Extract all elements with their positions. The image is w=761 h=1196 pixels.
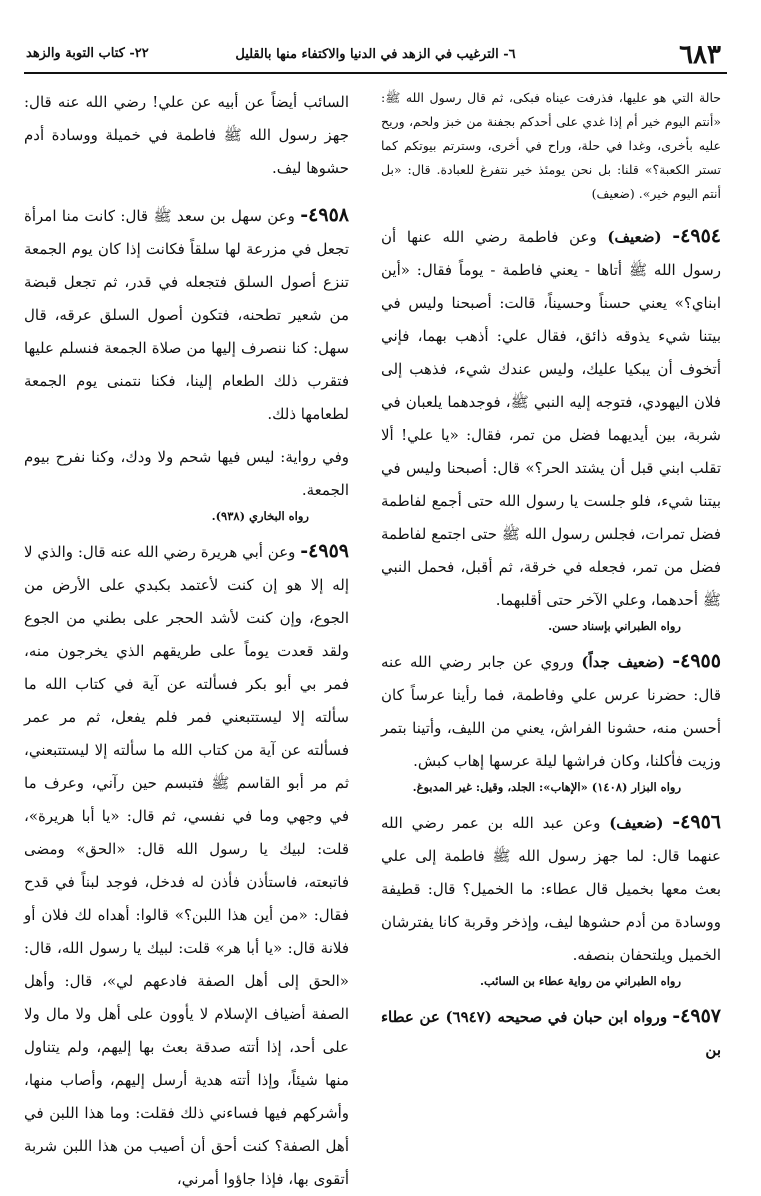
hadith-number: ٤٩٥٩- [300, 540, 349, 562]
hadith-grade: (ضعيف) [607, 228, 662, 246]
page-header [24, 38, 727, 74]
hadith-4954 [381, 220, 721, 635]
running-title: ٦- الترغيب في الزهد في الدنيا والاكتفاء منها بالقليل [235, 47, 516, 62]
carryover-paragraph: حالة التي هو عليها، فذرفت عيناه فبكى، ثم قال رسول الله ﷺ: «أنتم اليوم خير أم إذا غدي على أحدكم بجفنة من خبز ولحم، وريح عليه بأخرى، وغدا في حلة، وراح في أخرى، وسترتم بيوتكم كما تستر الكعبة؟» قلنا: بل نحن يومئذ خير نتفرغ للعبادة. قال: «بل أنتم اليوم خير». (ضعيف) [381, 90, 721, 201]
carryover-paragraph: السائب أيضاً عن أبيه عن علي! رضي الله عنه قال: جهز رسول الله ﷺ فاطمة في خميلة ووسادة أدم حشوها ليف. [24, 93, 349, 177]
hadith-number: ٤٩٥٤- [672, 225, 721, 247]
hadith-text: وعن أبي هريرة رضي الله عنه قال: والذي لا إله إلا هو إن كنت لأعتمد بكبدي على الأرض من الجوع، وإن كنت لأشد الحجر على بطني من الجوع ولقد قعدت يوماً على طريقهم الذي يخرجون منه، فمر بي أبو بكر فسألته عن آية في كتاب الله ما سألته إلا ليستتبعني فمر فلم يفعل، ثم مر عمر فسألته عن آية من كتاب الله ما سألته إلا ليستتبعني، ثم مر أبو القاسم ﷺ فتبسم حين رآني، وعرف ما في وجهي وما في نفسي، ثم قال: «يا أبا هريرة»، قلت: لبيك يا رسول الله قال: «الحق» ومضى فاتبعته، فاستأذن فأذن له فدخل، فوجد لبناً في قدح فقال: «من أين هذا اللبن؟» قالوا: أهداه لك فلان أو فلانة قال: «يا أبا هر» قلت: لبيك يا رسول الله، قال: «الحق إلى أهل الصفة فادعهم لي»، قال: وأهل الصفة أضياف الإسلام لا يأوون على أهل ولا مال ولا على أحد، إذا أتته صدقة بعث بها إليهم، ولم يتناول منها شيئاً، وإذا أتته هدية أرسل إليهم، وأصاب منها، وأشركهم فيها فساءني ذلك فقلت: وما هذا اللبن في أهل الصفة؟ كنت أحق أن أصيب من هذا اللبن شربة أتقوى بها، فإذا جاؤوا أمرني، [24, 543, 349, 1188]
hadith-number: ٤٩٥٦- [672, 811, 721, 833]
hadith-grade: (ضعيف) [609, 814, 664, 832]
hadith-4958 [24, 199, 349, 525]
hadith-number: ٤٩٥٥- [672, 650, 721, 672]
hadith-text: وعن فاطمة رضي الله عنها أن رسول الله ﷺ أتاها - يعني فاطمة - يوماً فقال: «أين ابناي؟» يعني حسناً وحسيناً، قالت: أصبحنا وليس في بيتنا شيء يذوقه ذائق، فقال علي: أذهب بهما، فإني أتخوف أن يبكيا عليك، وليس عندك شيء، فذهب إلى فلان اليهودي، فتوجه إليه النبي ﷺ، فوجدهما يلعبان في شربة، بين أيديهما فضل من تمر، فقال: «يا علي! ألا تقلب ابني قبل أن يشتد الحر؟» قال: أصبحنا وليس في بيتنا شيء، فلو جلست يا رسول الله حتى أجمع لفاطمة فضل تمرات، فجلس رسول الله ﷺ حتى اجتمع لفاطمة فضل من تمر، فجعله في خرقة، ثم أقبل، فحمل النبي ﷺ أحدهما، وعلي الآخر حتى أقلبهما. [381, 228, 721, 609]
hadith-4957 [381, 1000, 721, 1067]
hadith-number: ٤٩٥٧- [672, 1005, 721, 1027]
book-title: ٢٢- كتاب التوبة والزهد [26, 46, 149, 61]
hadith-source: رواه البزار (١٤٠٨) «الإهاب»: الجلد، وقيل: غير المدبوغ. [412, 780, 681, 794]
hadith-text: وعن سهل بن سعد ﷺ قال: كانت منا امرأة تجعل في مزرعة لها سلقاً فكانت إذا كان يوم الجمعة تنزع أصول السلق فتجعله في قدر، ثم تجعل قبضة من شعير تطحنه، فتكون أصول السلق عرقه، قال سهل: كنا ننصرف إليها من صلاة الجمعة فنسلم عليها فتقرب ذلك الطعام إلينا، فكنا نتمنى يوم الجمعة لطعامها ذلك. [24, 207, 349, 423]
hadith-variant: وفي رواية: ليس فيها شحم ولا ودك، وكنا نفرح بيوم الجمعة. [24, 448, 349, 499]
hadith-source: رواه الطبراني من رواية عطاء بن السائب. [480, 974, 681, 988]
hadith-4956 [381, 806, 721, 990]
hadith-source: رواه البخاري (٩٣٨). [211, 509, 309, 523]
hadith-4955 [381, 645, 721, 796]
hadith-text: وعن عبد الله بن عمر رضي الله عنهما قال: لما جهز رسول الله ﷺ فاطمة إلى علي بعث معها بخميل قال عطاء: ما الخميل؟ قال: قطيفة ووسادة من أدم حشوها ليف، وإذخر وقربة كانا يفترشان الخميل ويلتحفان بنصفه. [381, 814, 721, 964]
hadith-text: وروي عن جابر رضي الله عنه قال: حضرنا عرس علي وفاطمة، فما رأينا عرساً كان أحسن منه، حشونا الفراش، يعني من الليف، وأتينا بتمر وزيت فأكلنا، وكان فراشها ليلة عرسها إهاب كبش. [381, 653, 721, 770]
left-column [24, 86, 349, 1188]
right-column [381, 86, 721, 1057]
hadith-text: ورواه ابن حبان في صحيحه (٦٩٤٧) عن عطاء بن [381, 1008, 721, 1059]
page-number: ٦٨٣ [679, 40, 721, 70]
hadith-number: ٤٩٥٨- [300, 204, 349, 226]
hadith-grade: (ضعيف جداً) [581, 653, 665, 671]
hadith-source: رواه الطبراني بإسناد حسن. [548, 619, 681, 633]
